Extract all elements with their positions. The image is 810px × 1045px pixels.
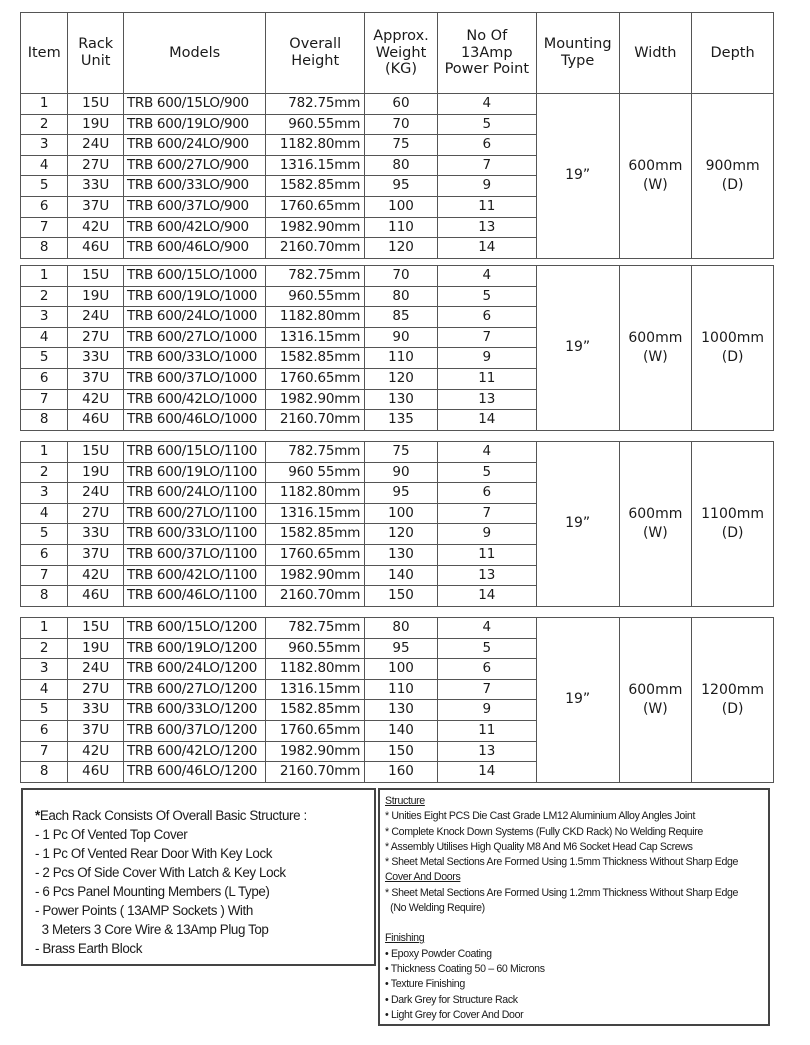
cell-power-points: 4	[437, 94, 536, 115]
header-mounting-type	[536, 13, 619, 94]
cell-model: TRB 600/37LO/1200	[123, 720, 265, 741]
cell-model: TRB 600/37LO/1100	[123, 544, 265, 565]
cell-model: TRB 600/15LO/1200	[123, 618, 265, 639]
cell-model: TRB 600/24LO/1200	[123, 659, 265, 680]
cell-rack-unit: 46U	[68, 586, 124, 607]
cell-weight: 120	[365, 368, 438, 389]
cell-model: TRB 600/33LO/1000	[123, 348, 265, 369]
cover-item: * Sheet Metal Sections Are Formed Using 1.2mm Thickness Without Sharp Edge	[385, 886, 739, 899]
cell-item: 8	[21, 238, 68, 259]
cell-weight: 130	[365, 389, 438, 410]
header-item: Item	[21, 13, 68, 94]
basic-structure-item: - Power Points ( 13AMP Sockets ) With	[35, 903, 253, 918]
cell-overall-height: 1316.15mm	[266, 327, 365, 348]
cell-overall-height: 782.75mm	[266, 442, 365, 463]
cell-item: 6	[21, 368, 68, 389]
cell-overall-height: 782.75mm	[266, 266, 365, 287]
cell-model: TRB 600/46LO/1200	[123, 762, 265, 783]
cell-rack-unit: 27U	[68, 503, 124, 524]
cell-item: 5	[21, 348, 68, 369]
cell-item: 4	[21, 679, 68, 700]
cell-overall-height: 1182.80mm	[266, 307, 365, 328]
cell-model: TRB 600/46LO/1000	[123, 410, 265, 431]
cell-overall-height: 960.55mm	[266, 114, 365, 135]
cell-power-points: 7	[437, 327, 536, 348]
cell-power-points: 11	[437, 720, 536, 741]
cell-mounting-type: 19”	[536, 618, 619, 783]
width-unit: (W)	[642, 524, 668, 541]
width-unit: (W)	[642, 700, 668, 717]
cell-overall-height: 1582.85mm	[266, 176, 365, 197]
cell-model: TRB 600/33LO/900	[123, 176, 265, 197]
cell-weight: 110	[365, 348, 438, 369]
cell-depth	[692, 266, 774, 431]
cell-power-points: 13	[437, 217, 536, 238]
basic-structure-item: - 6 Pcs Panel Mounting Members (L Type)	[35, 884, 270, 899]
cell-item: 1	[21, 618, 68, 639]
depth-value: 1100mm	[701, 505, 765, 522]
cell-item: 5	[21, 176, 68, 197]
cell-overall-height: 1582.85mm	[266, 348, 365, 369]
structure-item: * Unities Eight PCS Die Cast Grade LM12 Aluminium Alloy Angles Joint	[385, 810, 696, 823]
cell-mounting-type: 19”	[536, 94, 619, 259]
cell-rack-unit: 15U	[68, 442, 124, 463]
cell-power-points: 6	[437, 483, 536, 504]
width-unit: (W)	[642, 176, 668, 193]
cell-model: TRB 600/27LO/1200	[123, 679, 265, 700]
cell-model: TRB 600/15LO/1100	[123, 442, 265, 463]
cell-rack-unit: 46U	[68, 238, 124, 259]
cell-overall-height: 1982.90mm	[266, 565, 365, 586]
cell-model: TRB 600/19LO/1100	[123, 462, 265, 483]
cell-weight: 150	[365, 741, 438, 762]
cell-depth	[692, 442, 774, 607]
cell-overall-height: 1760.65mm	[266, 720, 365, 741]
header-line: Type	[560, 53, 595, 69]
cell-power-points: 13	[437, 565, 536, 586]
cell-model: TRB 600/37LO/1000	[123, 368, 265, 389]
cell-overall-height: 960.55mm	[266, 638, 365, 659]
cell-overall-height: 1760.65mm	[266, 544, 365, 565]
cell-rack-unit: 33U	[68, 348, 124, 369]
cell-width	[619, 442, 692, 607]
cell-rack-unit: 33U	[68, 176, 124, 197]
table-row	[21, 618, 774, 639]
cell-power-points: 13	[437, 389, 536, 410]
cell-power-points: 6	[437, 307, 536, 328]
cell-rack-unit: 37U	[68, 196, 124, 217]
structure-item: * Assembly Utilises High Quality M8 And M6 Socket Head Cap Screws	[385, 840, 693, 853]
cell-item: 7	[21, 565, 68, 586]
cell-model: TRB 600/42LO/1200	[123, 741, 265, 762]
cell-item: 8	[21, 586, 68, 607]
cell-rack-unit: 19U	[68, 114, 124, 135]
cell-rack-unit: 24U	[68, 135, 124, 156]
rack-table-depth-3	[20, 617, 774, 783]
cell-power-points: 5	[437, 286, 536, 307]
basic-structure-item: - 2 Pcs Of Side Cover With Latch & Key Lock	[35, 865, 286, 880]
cell-overall-height: 1982.90mm	[266, 389, 365, 410]
cell-model: TRB 600/19LO/900	[123, 114, 265, 135]
cell-model: TRB 600/46LO/900	[123, 238, 265, 259]
width-value: 600mm	[628, 329, 683, 346]
cell-weight: 100	[365, 659, 438, 680]
depth-unit: (D)	[721, 348, 744, 365]
cell-item: 6	[21, 720, 68, 741]
basic-structure-title: *Each Rack Consists Of Overall Basic Structure :	[35, 808, 307, 823]
cell-overall-height: 2160.70mm	[266, 586, 365, 607]
cell-power-points: 4	[437, 266, 536, 287]
cell-item: 1	[21, 94, 68, 115]
cell-item: 4	[21, 155, 68, 176]
cell-item: 1	[21, 442, 68, 463]
cell-overall-height: 960 55mm	[266, 462, 365, 483]
cell-weight: 80	[365, 286, 438, 307]
width-value: 600mm	[628, 157, 683, 174]
rack-table-depth-1	[20, 265, 774, 431]
cell-width	[619, 94, 692, 259]
cell-overall-height: 1182.80mm	[266, 659, 365, 680]
cell-power-points: 7	[437, 503, 536, 524]
cell-power-points: 5	[437, 462, 536, 483]
depth-value: 1000mm	[701, 329, 765, 346]
cell-item: 2	[21, 114, 68, 135]
cell-power-points: 11	[437, 544, 536, 565]
depth-unit: (D)	[721, 524, 744, 541]
cell-rack-unit: 33U	[68, 524, 124, 545]
basic-structure-item: - 1 Pc Of Vented Top Cover	[35, 827, 188, 842]
cell-item: 6	[21, 196, 68, 217]
header-width: Width	[619, 13, 692, 94]
header-line: Approx.	[373, 27, 429, 44]
cell-weight: 140	[365, 565, 438, 586]
cell-overall-height: 1982.90mm	[266, 217, 365, 238]
cell-item: 7	[21, 741, 68, 762]
cell-power-points: 9	[437, 524, 536, 545]
depth-value: 1200mm	[701, 681, 765, 698]
width-value: 600mm	[628, 505, 683, 522]
cell-width	[619, 618, 692, 783]
cell-overall-height: 1316.15mm	[266, 679, 365, 700]
cell-power-points: 9	[437, 348, 536, 369]
cell-overall-height: 1982.90mm	[266, 741, 365, 762]
finishing-item: • Texture Finishing	[385, 978, 465, 991]
cell-item: 4	[21, 327, 68, 348]
structure-item: * Complete Knock Down Systems (Fully CKD Rack) No Welding Require	[385, 825, 703, 838]
header-line: Height	[291, 53, 340, 69]
cell-rack-unit: 15U	[68, 94, 124, 115]
cell-weight: 80	[365, 618, 438, 639]
cell-model: TRB 600/27LO/1000	[123, 327, 265, 348]
cell-rack-unit: 42U	[68, 565, 124, 586]
header-line: (KG)	[384, 61, 418, 78]
cell-power-points: 14	[437, 238, 536, 259]
cell-weight: 130	[365, 544, 438, 565]
header-line: Mounting	[543, 36, 612, 53]
cell-rack-unit: 46U	[68, 410, 124, 431]
cell-overall-height: 2160.70mm	[266, 238, 365, 259]
cell-rack-unit: 42U	[68, 741, 124, 762]
spacer	[385, 916, 768, 931]
cell-item: 1	[21, 266, 68, 287]
cell-item: 5	[21, 700, 68, 721]
cell-rack-unit: 15U	[68, 266, 124, 287]
cell-model: TRB 600/37LO/900	[123, 196, 265, 217]
basic-structure-item: - 1 Pc Of Vented Rear Door With Key Lock	[35, 846, 273, 861]
cell-rack-unit: 27U	[68, 155, 124, 176]
cell-item: 7	[21, 389, 68, 410]
depth-unit: (D)	[721, 700, 744, 717]
cell-model: TRB 600/42LO/1000	[123, 389, 265, 410]
header-row	[21, 13, 774, 94]
cell-item: 8	[21, 410, 68, 431]
cell-item: 3	[21, 135, 68, 156]
header-line: Weight	[375, 44, 427, 61]
cell-rack-unit: 19U	[68, 286, 124, 307]
cell-power-points: 7	[437, 155, 536, 176]
cell-power-points: 14	[437, 586, 536, 607]
cell-weight: 95	[365, 483, 438, 504]
cell-model: TRB 600/27LO/1100	[123, 503, 265, 524]
cell-weight: 60	[365, 94, 438, 115]
rack-table-depth-0	[20, 12, 774, 259]
cell-overall-height: 782.75mm	[266, 618, 365, 639]
header-line: Overall	[289, 36, 342, 53]
cell-item: 3	[21, 483, 68, 504]
header-line: Unit	[80, 53, 111, 69]
table-row	[21, 94, 774, 115]
cell-rack-unit: 19U	[68, 638, 124, 659]
header-line: No Of	[466, 27, 508, 44]
cell-weight: 160	[365, 762, 438, 783]
cell-power-points: 7	[437, 679, 536, 700]
cell-rack-unit: 37U	[68, 544, 124, 565]
cell-weight: 150	[365, 586, 438, 607]
cell-weight: 75	[365, 442, 438, 463]
header-line: Rack	[78, 36, 114, 53]
cell-rack-unit: 33U	[68, 700, 124, 721]
cover-item: (No Welding Require)	[385, 902, 485, 915]
cell-power-points: 5	[437, 638, 536, 659]
cell-item: 2	[21, 638, 68, 659]
cell-power-points: 11	[437, 196, 536, 217]
cell-rack-unit: 27U	[68, 327, 124, 348]
cell-power-points: 9	[437, 176, 536, 197]
cell-power-points: 14	[437, 410, 536, 431]
header-models: Models	[123, 13, 265, 94]
cell-overall-height: 2160.70mm	[266, 410, 365, 431]
cell-overall-height: 1182.80mm	[266, 135, 365, 156]
cell-power-points: 4	[437, 442, 536, 463]
cell-rack-unit: 24U	[68, 483, 124, 504]
cell-rack-unit: 37U	[68, 720, 124, 741]
header-power-points	[437, 13, 536, 94]
cell-rack-unit: 42U	[68, 389, 124, 410]
header-depth: Depth	[692, 13, 774, 94]
cell-weight: 110	[365, 217, 438, 238]
cell-rack-unit: 42U	[68, 217, 124, 238]
finishing-item: • Epoxy Powder Coating	[385, 947, 492, 960]
basic-structure-item: - Brass Earth Block	[35, 941, 142, 956]
depth-value: 900mm	[705, 157, 760, 174]
cell-power-points: 14	[437, 762, 536, 783]
table-row	[21, 442, 774, 463]
depth-unit: (D)	[721, 176, 744, 193]
header-overall-height	[266, 13, 365, 94]
header-weight	[365, 13, 438, 94]
cell-model: TRB 600/27LO/900	[123, 155, 265, 176]
cell-overall-height: 1316.15mm	[266, 503, 365, 524]
cell-item: 8	[21, 762, 68, 783]
cell-power-points: 4	[437, 618, 536, 639]
cell-weight: 80	[365, 155, 438, 176]
cell-weight: 90	[365, 327, 438, 348]
width-unit: (W)	[642, 348, 668, 365]
cell-model: TRB 600/24LO/1000	[123, 307, 265, 328]
cell-model: TRB 600/24LO/900	[123, 135, 265, 156]
cell-model: TRB 600/19LO/1000	[123, 286, 265, 307]
cell-weight: 120	[365, 238, 438, 259]
cell-overall-height: 1582.85mm	[266, 524, 365, 545]
cell-weight: 95	[365, 638, 438, 659]
cell-rack-unit: 15U	[68, 618, 124, 639]
cell-model: TRB 600/42LO/1100	[123, 565, 265, 586]
cell-model: TRB 600/15LO/900	[123, 94, 265, 115]
cell-rack-unit: 19U	[68, 462, 124, 483]
cell-depth	[692, 618, 774, 783]
cell-mounting-type: 19”	[536, 442, 619, 607]
structure-item: * Sheet Metal Sections Are Formed Using 1.5mm Thickness Without Sharp Edge	[385, 856, 739, 869]
basic-structure-item: 3 Meters 3 Core Wire & 13Amp Plug Top	[35, 922, 269, 937]
cell-item: 3	[21, 659, 68, 680]
cell-rack-unit: 46U	[68, 762, 124, 783]
cell-model: TRB 600/46LO/1100	[123, 586, 265, 607]
cell-item: 3	[21, 307, 68, 328]
cell-weight: 90	[365, 462, 438, 483]
cell-model: TRB 600/19LO/1200	[123, 638, 265, 659]
cell-weight: 135	[365, 410, 438, 431]
cell-overall-height: 2160.70mm	[266, 762, 365, 783]
structure-heading: Structure	[385, 795, 425, 807]
table-row	[21, 266, 774, 287]
cell-rack-unit: 24U	[68, 307, 124, 328]
cell-item: 7	[21, 217, 68, 238]
finishing-item: • Dark Grey for Structure Rack	[385, 993, 518, 1006]
cell-weight: 140	[365, 720, 438, 741]
cell-overall-height: 1316.15mm	[266, 155, 365, 176]
cell-model: TRB 600/33LO/1200	[123, 700, 265, 721]
header-rack-unit	[68, 13, 124, 94]
cell-weight: 100	[365, 196, 438, 217]
specifications-box	[378, 788, 770, 1026]
cell-weight: 95	[365, 176, 438, 197]
rack-table-depth-2	[20, 441, 774, 607]
cell-model: TRB 600/33LO/1100	[123, 524, 265, 545]
cell-item: 6	[21, 544, 68, 565]
cell-power-points: 9	[437, 700, 536, 721]
cell-weight: 70	[365, 266, 438, 287]
cell-overall-height: 1582.85mm	[266, 700, 365, 721]
width-value: 600mm	[628, 681, 683, 698]
cell-item: 5	[21, 524, 68, 545]
cell-model: TRB 600/15LO/1000	[123, 266, 265, 287]
cell-model: TRB 600/24LO/1100	[123, 483, 265, 504]
cell-item: 2	[21, 286, 68, 307]
cell-power-points: 6	[437, 135, 536, 156]
cell-power-points: 11	[437, 368, 536, 389]
cell-weight: 85	[365, 307, 438, 328]
cell-item: 4	[21, 503, 68, 524]
finishing-heading: Finishing	[385, 932, 425, 945]
cell-mounting-type: 19”	[536, 266, 619, 431]
cell-weight: 100	[365, 503, 438, 524]
cell-weight: 120	[365, 524, 438, 545]
cell-overall-height: 1760.65mm	[266, 196, 365, 217]
cell-power-points: 5	[437, 114, 536, 135]
header-line: 13Amp	[460, 44, 513, 61]
cell-weight: 75	[365, 135, 438, 156]
cell-width	[619, 266, 692, 431]
cell-power-points: 13	[437, 741, 536, 762]
basic-structure-box	[21, 788, 376, 966]
cell-weight: 130	[365, 700, 438, 721]
cell-item: 2	[21, 462, 68, 483]
cell-overall-height: 1182.80mm	[266, 483, 365, 504]
cell-weight: 70	[365, 114, 438, 135]
finishing-item: • Thickness Coating 50 – 60 Microns	[385, 962, 545, 975]
cover-heading: Cover And Doors	[385, 871, 461, 884]
cell-rack-unit: 27U	[68, 679, 124, 700]
finishing-item: • Light Grey for Cover And Door	[385, 1008, 524, 1021]
cell-rack-unit: 37U	[68, 368, 124, 389]
cell-weight: 110	[365, 679, 438, 700]
cell-overall-height: 782.75mm	[266, 94, 365, 115]
cell-overall-height: 1760.65mm	[266, 368, 365, 389]
cell-rack-unit: 24U	[68, 659, 124, 680]
cell-overall-height: 960.55mm	[266, 286, 365, 307]
cell-depth	[692, 94, 774, 259]
header-line: Power Point	[444, 61, 530, 78]
cell-model: TRB 600/42LO/900	[123, 217, 265, 238]
cell-power-points: 6	[437, 659, 536, 680]
